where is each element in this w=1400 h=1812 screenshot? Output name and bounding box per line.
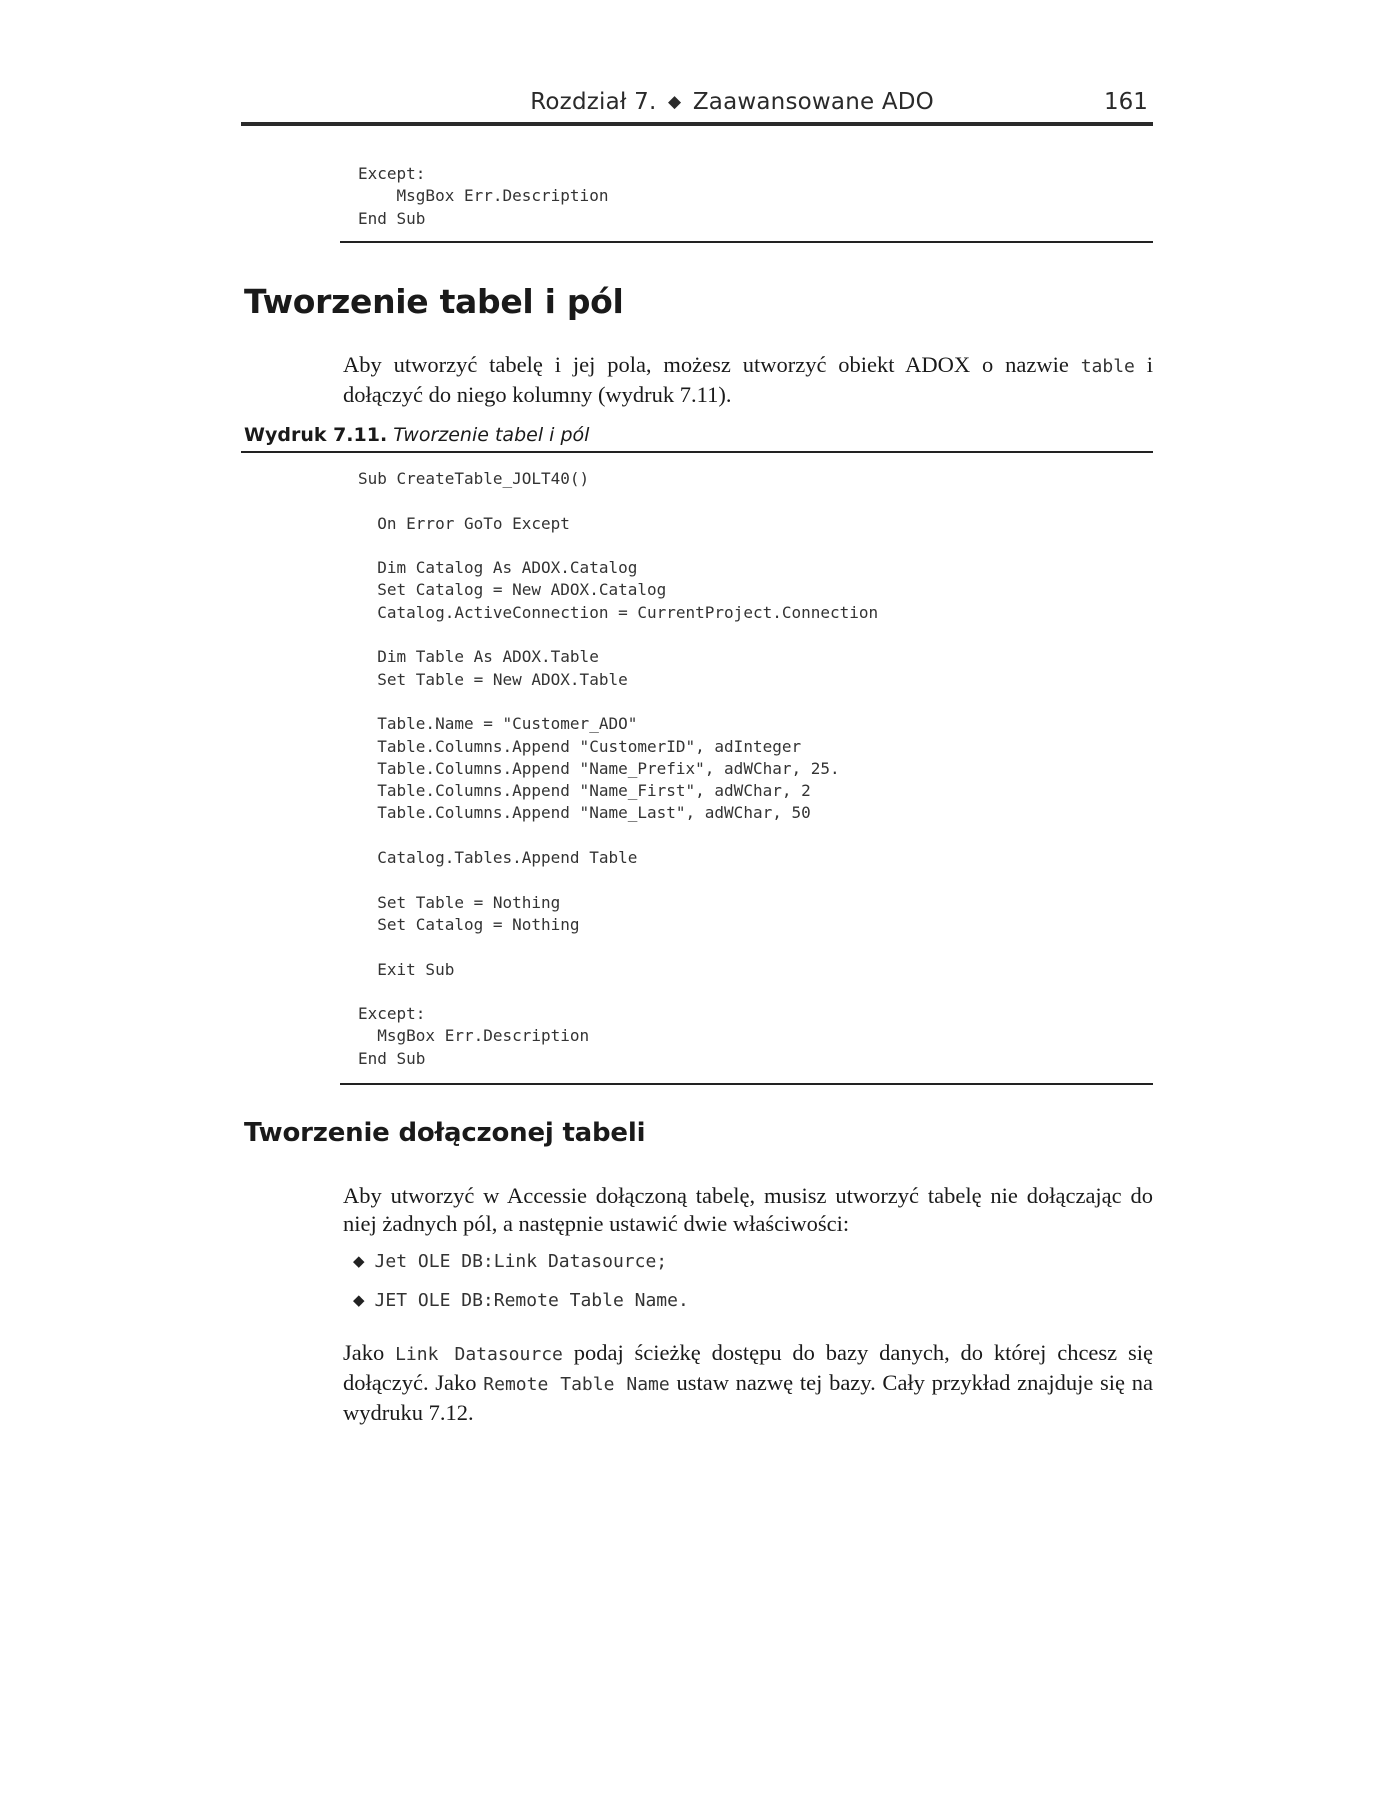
chapter-label: Rozdział 7. [530, 89, 657, 115]
bullet-item [353, 1251, 667, 1272]
bullet-text: JET OLE DB:Remote Table Name. [374, 1290, 689, 1311]
diamond-separator-icon: ◆ [668, 92, 682, 112]
section-label: Zaawansowane ADO [692, 89, 934, 115]
listing-label: Wydruk 7.11. [244, 424, 388, 446]
subsection-heading: Tworzenie dołączonej tabeli [244, 1118, 646, 1148]
inline-code: Remote Table Name [483, 1374, 670, 1395]
paragraph-text: podaj ścieżkę dostępu do bazy danych, do której chcesz się dołączyć. Jako [343, 1340, 1153, 1395]
bullet-item [353, 1290, 689, 1311]
diamond-bullet-icon: ◆ [353, 1291, 365, 1309]
section-heading: Tworzenie tabel i pól [244, 282, 624, 321]
section-paragraph [343, 351, 1153, 409]
paragraph-text: i dołączyć do niego kolumny (wydruk 7.11). [343, 352, 1153, 407]
code-block-continued: Except: MsgBox Err.Description End Sub [358, 164, 609, 228]
listing-caption [244, 424, 589, 446]
paragraph-text: Jako [343, 1340, 396, 1365]
caption-rule [241, 451, 1153, 453]
paragraph-text: ustaw nazwę tej bazy. Cały przykład znajduje się na wydruku 7.12. [343, 1370, 1153, 1425]
paragraph-text: Aby utworzyć tabelę i jej pola, możesz utworzyć obiekt ADOX o nazwie [343, 352, 1081, 377]
running-header [530, 89, 934, 115]
diamond-bullet-icon: ◆ [353, 1252, 365, 1270]
closing-paragraph [343, 1339, 1153, 1427]
listing-end-rule [340, 1083, 1153, 1085]
inline-code: Link Datasource [395, 1344, 563, 1365]
header-rule [241, 122, 1153, 126]
inline-code: table [1080, 356, 1135, 377]
page-number: 161 [1104, 89, 1148, 115]
bullet-text: Jet OLE DB:Link Datasource; [374, 1251, 668, 1272]
subsection-intro: Aby utworzyć w Accessie dołączoną tabelę, musisz utworzyć tabelę nie dołączając do niej żadnych pól, a następnie ustawić dwie właściwości: [343, 1183, 1153, 1236]
listing-code: Sub CreateTable_JOLT40() On Error GoTo Except Dim Catalog As ADOX.Catalog Set Catalog = New ADOX.Catalog Catalog.ActiveConnection = CurrentProject.Connection Dim Table As ADOX.Table Set Table = New ADOX.Table Table.Name = "Customer_ADO" Table.Columns.Append "CustomerID", adInteger Table.Columns.Append "Name_Prefix", adWChar, 25. Table.Columns.Append "Name_First", adWChar, 2 Table.Columns.Append "Name_Last", adWChar, 50 Catalog.Tables.Append Table Set Table = Nothing Set Catalog = Nothing Exit Sub Except: MsgBox Err.Description End Sub [358, 469, 879, 1068]
listing-title: Tworzenie tabel i pól [393, 424, 590, 446]
listing-end-rule [340, 241, 1153, 243]
